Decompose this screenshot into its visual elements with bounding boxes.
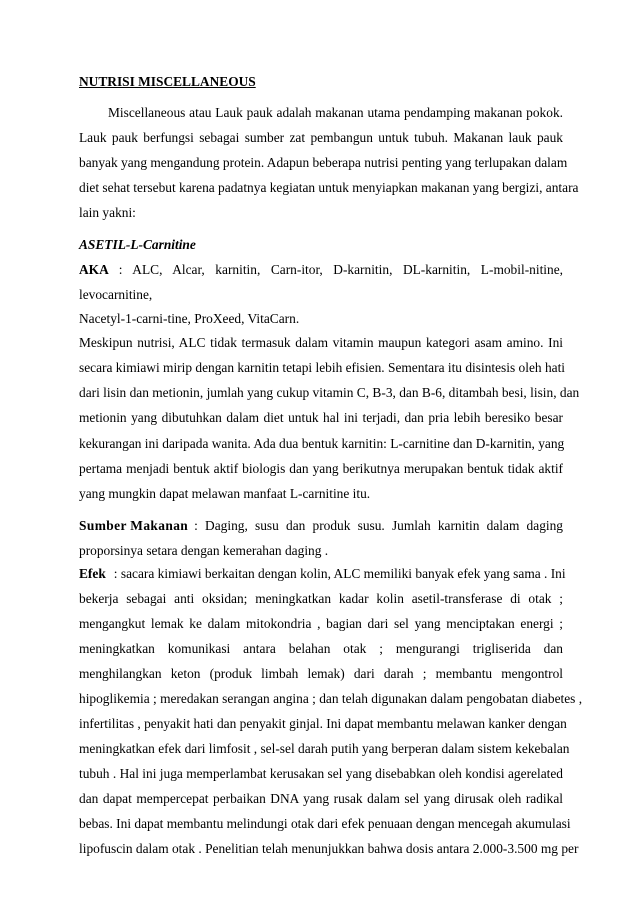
aka-label: AKA [79, 262, 109, 277]
description-line: pertama menjadi bentuk aktif biologis dan yang berikutnya merupakan bentuk tidak aktif [79, 461, 563, 476]
efek-line: hipoglikemia ; meredakan serangan angina ; dan telah digunakan dalam pengobatan diabetes , [79, 691, 583, 706]
document-heading: NUTRISI MISCELLANEOUS [79, 74, 256, 89]
aka-line: Nacetyl-1-carni-tine, ProXeed, VitaCarn. [79, 311, 300, 326]
description-line: metionin yang dibutuhkan dalam diet untuk hal ini terjadi, dan pria lebih beresiko besar [79, 410, 563, 425]
description-line: dari lisin dan metionin, jumlah yang cukup vitamin C, B-3, dan B-6, ditambah besi, lisin, dan [79, 385, 580, 400]
efek-line: menghilangkan keton (produk limbah lemak) dari darah ; membantu mengontrol [79, 666, 563, 681]
aka-text: : ALC, Alcar, karnitin, Carn-itor, D-karnitin, DL-karnitin, L-mobil-nitine, [118, 262, 563, 277]
efek-line: tubuh . Hal ini juga memperlambat kerusakan sel yang disebabkan oleh kondisi agerelated [79, 766, 563, 781]
sumber-line: proporsinya setara dengan kemerahan daging . [79, 543, 329, 558]
efek-text: : sacara kimiawi berkaitan dengan kolin, ALC memiliki banyak efek yang sama . Ini [113, 566, 566, 581]
efek-line: meningkatkan efek dari limfosit , sel-sel darah putih yang berperan dalam sistem kekebalan [79, 741, 570, 756]
intro-line: diet sehat tersebut karena padatnya kegiatan untuk menyiapkan makanan yang bergizi, antara [79, 180, 579, 195]
efek-line: infertilitas , penyakit hati dan penyakit ginjal. Ini dapat membantu melawan kanker dengan [79, 716, 567, 731]
intro-line: Lauk pauk berfungsi sebagai sumber zat pembangun untuk tubuh. Makanan lauk pauk [79, 130, 563, 145]
description-line: secara kimiawi mirip dengan karnitin tetapi lebih efisien. Sementara itu disintesis oleh hati [79, 360, 566, 375]
efek-line: mengangkut lemak ke dalam mitokondria , bagian dari sel yang menciptakan energi ; [79, 616, 563, 631]
sumber-line [79, 518, 563, 534]
description-line: yang mungkin dapat melawan manfaat L-carnitine itu. [79, 486, 371, 501]
efek-line: bekerja sebagai anti oksidan; meningkatkan kadar kolin asetil-transferase di otak ; [79, 591, 563, 606]
section-title: ASETIL-L-Carnitine [79, 237, 196, 252]
description-line: Meskipun nutrisi, ALC tidak termasuk dalam vitamin maupun kategori asam amino. Ini [79, 335, 563, 350]
aka-line: levocarnitine, [79, 287, 153, 302]
description-line: kekurangan ini daripada wanita. Ada dua bentuk karnitin: L-carnitine dan D-karnitin, yang [79, 436, 565, 451]
intro-line: Miscellaneous atau Lauk pauk adalah makanan utama pendamping makanan pokok. [108, 105, 563, 120]
efek-line [79, 566, 566, 582]
intro-line: banyak yang mengandung protein. Adapun beberapa nutrisi penting yang terlupakan dalam [79, 155, 568, 170]
sumber-label: Sumber Makanan [79, 518, 189, 533]
intro-line: lain yakni: [79, 205, 136, 220]
efek-line: bebas. Ini dapat membantu melindungi otak dari efek penuaan dengan mencegah akumulasi [79, 816, 571, 831]
efek-line: dan dapat mempercepat perbaikan DNA yang rusak dalam sel yang dirusak oleh radikal [79, 791, 563, 806]
aka-line [79, 262, 563, 278]
efek-label: Efek [79, 566, 106, 581]
sumber-text: : Daging, susu dan produk susu. Jumlah karnitin dalam daging [194, 518, 563, 533]
efek-line: meningkatkan komunikasi antara belahan otak ; mengurangi trigliserida dan [79, 641, 563, 656]
efek-line: lipofuscin dalam otak . Penelitian telah menunjukkan bahwa dosis antara 2.000-3.500 mg per [79, 841, 579, 856]
